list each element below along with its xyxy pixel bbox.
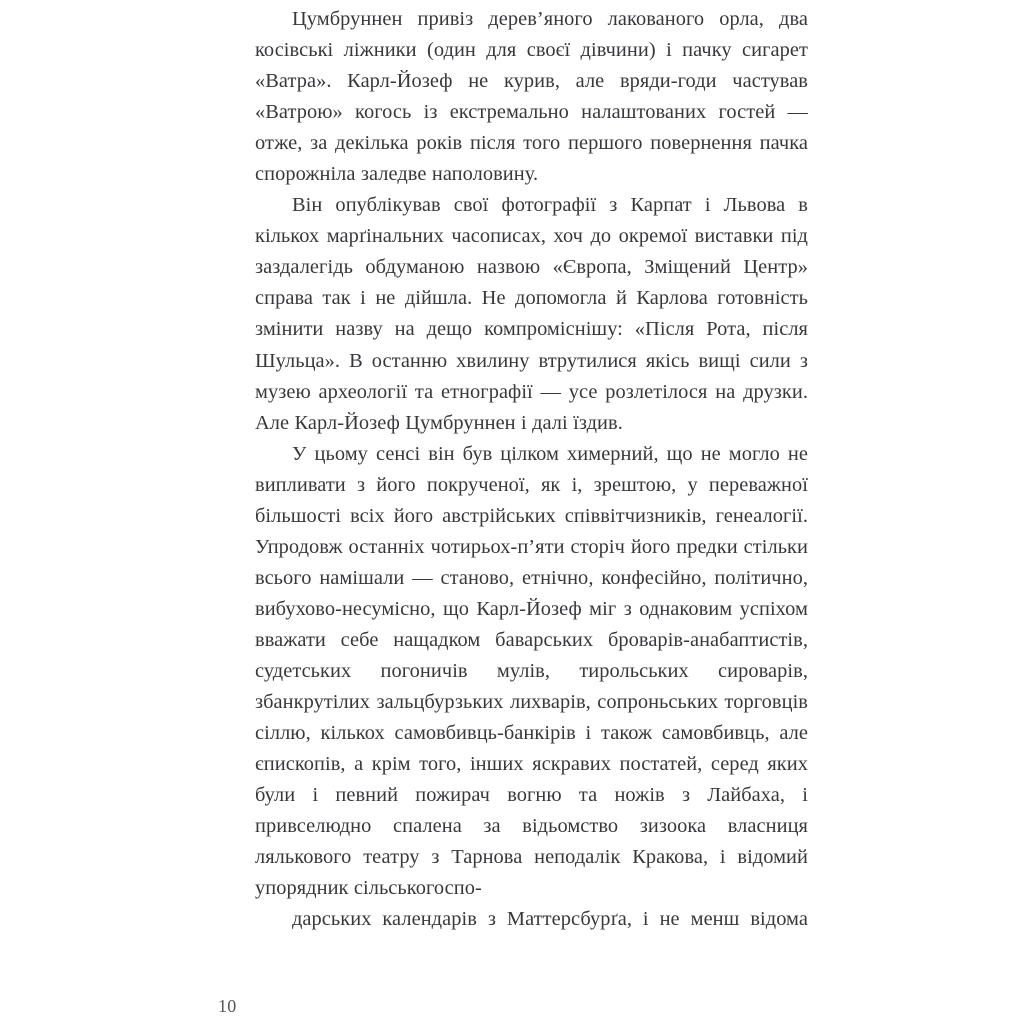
page-number: 10 xyxy=(218,996,237,1016)
page-text-body xyxy=(255,4,808,935)
paragraph-2: Він опублікував свої фотографії з Карпат і Львова в кількох марґінальних часописах, хоч до окремої виставки під заздалегідь обдуманою назвою «Європа, Зміщений Центр» справа так і не дійшла. Не допомогла й Карлова готовність змінити назву на дещо компроміснішу: «Після Рота, після Шульца». В останню хвилину втрутилися якісь вищі сили з музею археології та етнографії — усе розлетілося на друзки. Але Карл-Йозеф Цумбруннен і далі їздив. xyxy=(255,194,808,434)
paragraph-3-text: У цьому сенсі він був цілком химерний, що не могло не випливати з його покрученої, як і, зрештою, у переважної більшості всіх його австрійських співвітчизників, генеалогії. Упродовж останніх чотирьох-п’яти сторіч його предки стільки всього намішали — станово, етнічно, конфесійно, політично, вибухово-несумісно, що Карл-Йозеф міг з однаковим успіхом вважати себе нащадком баварських броварів-анабаптистів, судетських погоничів мулів, тирольських сироварів, збанкрутілих зальцбурзьких лихварів, сопроньських торговців сіллю, кількох самовбивць-банкірів і також самовбивць, але єпископів, а крім того, інших яскравих постатей, серед яких були і певний пожирач вогню та ножів з Лайбаха, і привселюдно спалена за відьомство зизоока власниця лялькового театру з Тарнова неподалік Кракова, і відомий упорядник сільськогоспо- xyxy=(255,442,808,900)
paragraph-1: Цумбруннен привіз дерев’яного лакованого орла, два косівські ліжники (один для своєї дівчини) і пачку сигарет «Ватра». Карл-Йозеф не курив, але вряди-годи частував «Ватрою» когось із екстремально налаштованих гостей — отже, за декілька років після того першого повернення пачка спорожніла заледве наполовину. xyxy=(255,8,808,186)
paragraph-3-last-line: дарських календарів з Маттерсбурґа, і не менш відома xyxy=(292,908,808,931)
paragraph-3 xyxy=(255,439,808,936)
